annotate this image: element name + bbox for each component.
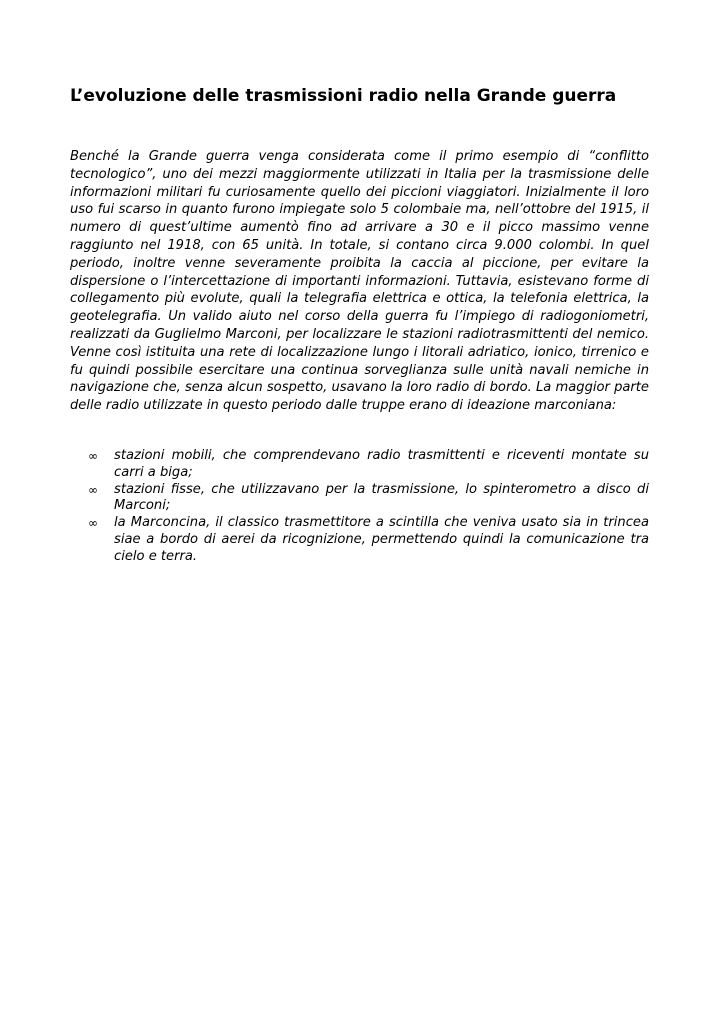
list-item-text: stazioni fisse, che utilizzavano per la trasmissione, lo spinterometro a disco di Marconi; bbox=[114, 481, 649, 514]
list-item bbox=[70, 515, 649, 565]
document-title: L’evoluzione delle trasmissioni radio nella Grande guerra bbox=[70, 86, 617, 106]
infinity-bullet-icon: ∞ bbox=[88, 449, 98, 463]
list-item bbox=[70, 482, 649, 516]
body-paragraph: Benché la Grande guerra venga considerata come il primo esempio di “conflitto tecnologico”, uno dei mezzi maggiormente utilizzati in Italia per la trasmissione delle informazioni militari fu curiosamente quello dei piccioni viaggiatori. Inizialmente il loro uso fui scarso in quanto furono impiegate solo 5 colombaie ma, nell’ottobre del 1915, il numero di quest’ultime aumentò fino ad arrivare a 30 e il picco massimo venne raggiunto nel 1918, con 65 unità. In totale, si contano circa 9.000 colombi. In quel periodo, inoltre venne severamente proibita la caccia al piccione, per evitare la dispersione o l’intercettazione di importanti informazioni. Tuttavia, esistevano forme di collegamento più evolute, quali la telegrafia elettrica e ottica, la telefonia elettrica, la geotelegrafia. Un valido aiuto nel corso della guerra fu l’impiego di radiogoniometri, realizzati da Guglielmo Marconi, per localizzare le stazioni radiotrasmittenti del nemico. Venne così istituita una rete di localizzazione lungo i litorali adriatico, ionico, tirrenico e fu quindi possibile esercitare una continua sorveglianza sulle unità navali nemiche in navigazione che, senza alcun sospetto, usavano la loro radio di bordo. La maggior parte delle radio utilizzate in questo periodo dalle truppe erano di ideazione marconiana: bbox=[70, 149, 649, 414]
list-item-text: stazioni mobili, che comprendevano radio trasmittenti e riceventi montate su carri a biga; bbox=[114, 448, 649, 480]
radio-types-list bbox=[70, 448, 649, 566]
list-item-text: la Marconcina, il classico trasmettitore a scintilla che veniva usato sia in trincea siae a bordo di aerei da ricognizione, permettendo quindi la comunicazione tra cielo e terra. bbox=[114, 515, 649, 564]
infinity-bullet-icon: ∞ bbox=[88, 482, 98, 497]
infinity-bullet-icon: ∞ bbox=[88, 516, 98, 531]
list-item bbox=[70, 448, 649, 482]
